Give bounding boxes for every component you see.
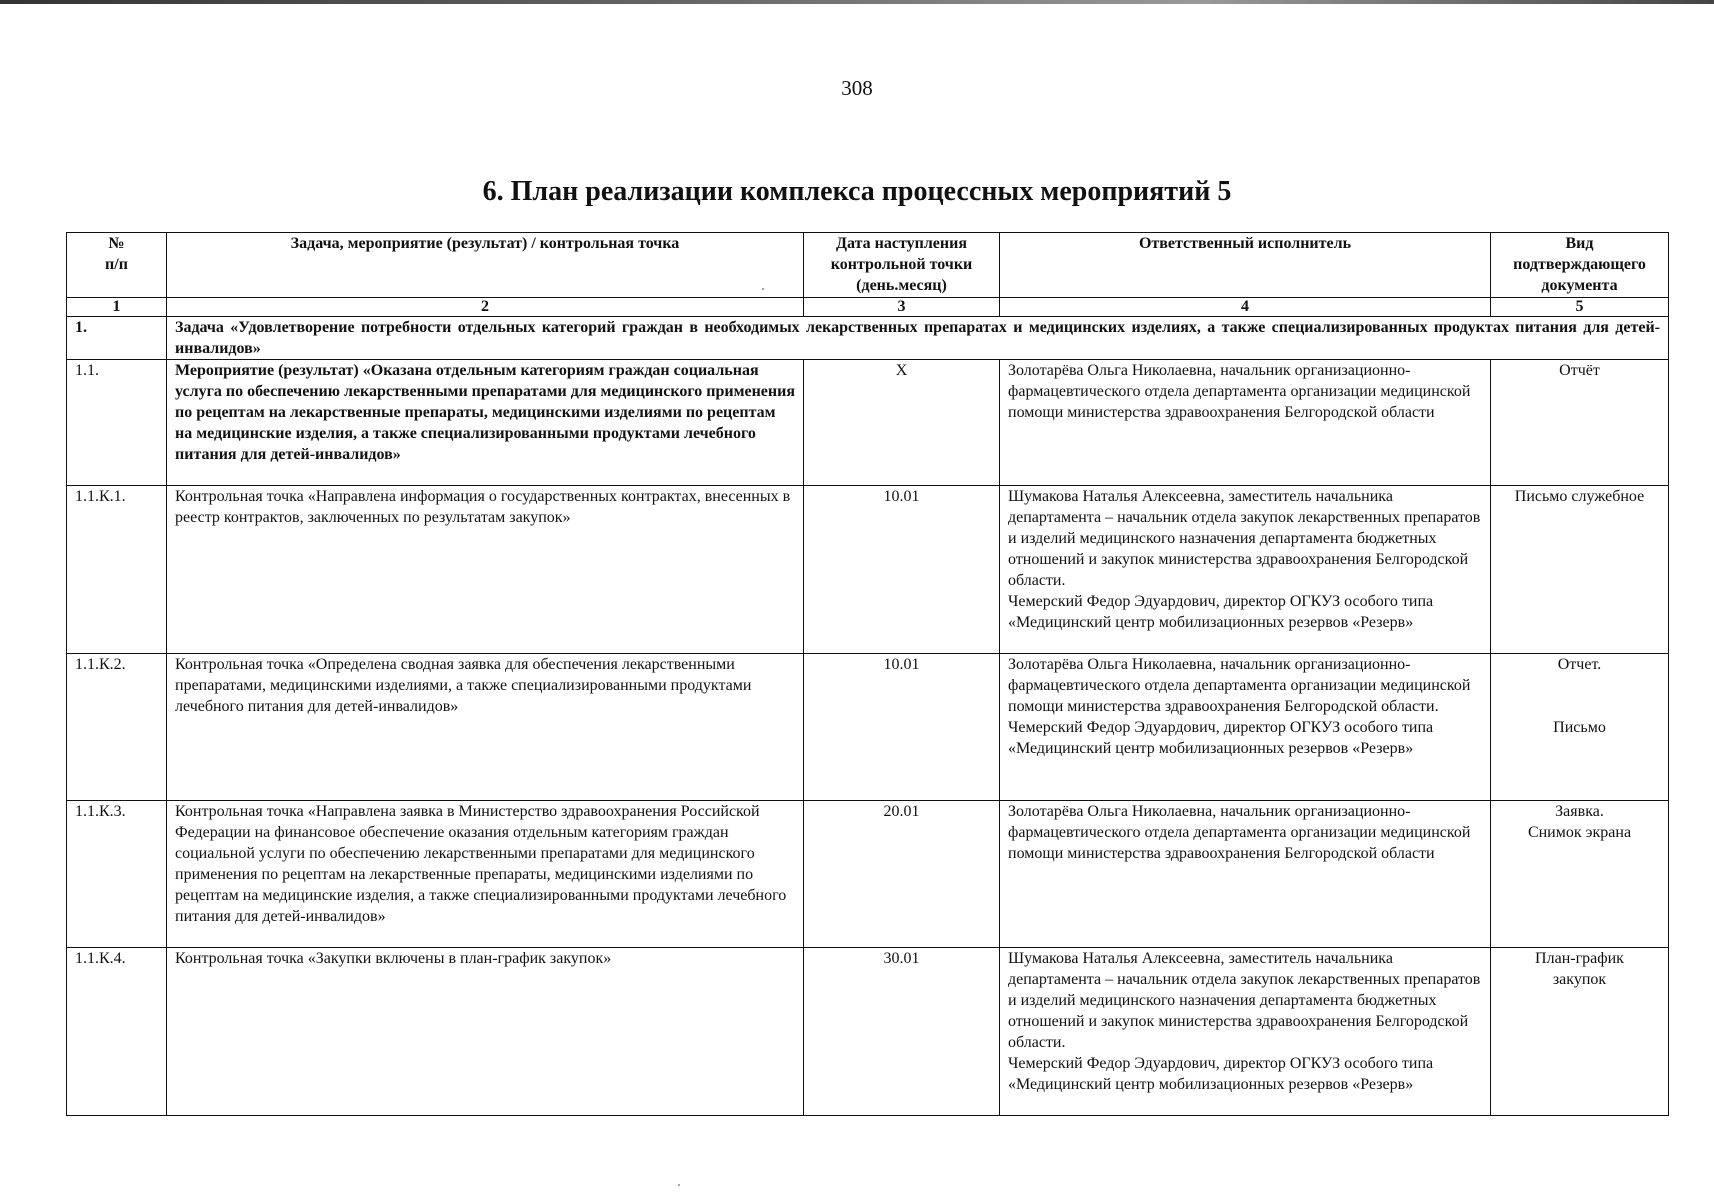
row-num: 1.1.К.3. (67, 801, 167, 948)
task-num: 1. (67, 317, 167, 360)
header-document-label: Вид подтверждающего документа (1513, 235, 1646, 294)
row-date: 30.01 (804, 948, 1000, 1116)
row-executor: Шумакова Наталья Алексеевна, заместитель начальника департамента – начальник отдела закупок лекарственных препаратов и изделий медицинского назначения департамента бюджетных отношений и закупок министерства здравоохранения Белгородской области. Чемерский Федор Эдуардович, директор ОГКУЗ особого типа «Медицинский центр мобилизационных резервов «Резерв» (1000, 486, 1491, 654)
row-document: Заявка. Снимок экрана (1491, 801, 1669, 948)
page-title: 6. План реализации комплекса процессных мероприятий 5 (482, 176, 1232, 207)
row-num: 1.1.К.1. (67, 486, 167, 654)
scan-edge (0, 0, 1714, 4)
row-date: 20.01 (804, 801, 1000, 948)
scan-speck (678, 1184, 680, 1186)
header-date (804, 233, 1000, 298)
column-number: 1 (67, 298, 167, 317)
row-document: Отчёт (1491, 360, 1669, 486)
header-num (67, 233, 167, 298)
table-row (67, 360, 1669, 486)
task-row (67, 317, 1669, 360)
column-number: 4 (1000, 298, 1491, 317)
header-executor-label: Ответственный исполнитель (1138, 235, 1352, 252)
row-num: 1.1.К.4. (67, 948, 167, 1116)
header-task (167, 233, 804, 298)
row-executor: Золотарёва Ольга Николаевна, начальник организационно-фармацевтического отдела департамента организации медицинской помощи министерства здравоохранения Белгородской области (1000, 360, 1491, 486)
header-executor (1000, 233, 1491, 298)
task-text: Задача «Удовлетворение потребности отдельных категорий граждан в необходимых лекарственных препаратах и медицинских изделиях, а также специализированных продуктах питания для детей-инвалидов» (167, 317, 1669, 360)
row-text: Контрольная точка «Определена сводная заявка для обеспечения лекарственными препаратами, медицинскими изделиями, а также специализированными продуктами лечебного питания для детей-инвалидов» (167, 654, 804, 801)
row-date: 10.01 (804, 486, 1000, 654)
row-executor: Шумакова Наталья Алексеевна, заместитель начальника департамента – начальник отдела закупок лекарственных препаратов и изделий медицинского назначения департамента бюджетных отношений и закупок министерства здравоохранения Белгородской области. Чемерский Федор Эдуардович, директор ОГКУЗ особого типа «Медицинский центр мобилизационных резервов «Резерв» (1000, 948, 1491, 1116)
row-num: 1.1.К.2. (67, 654, 167, 801)
scan-speck (762, 288, 764, 290)
table-row (67, 801, 1669, 948)
row-text: Контрольная точка «Направлена заявка в Министерство здравоохранения Российской Федерации на финансовое обеспечение оказания отдельным категориям граждан социальной услуги по обеспечению лекарственными препаратами для медицинского применения по рецептам на лекарственные препараты, медицинскими изделиями по рецептам на медицинские изделия, а также специализированными продуктами лечебного питания для детей-инвалидов» (167, 801, 804, 948)
page-number: 308 (841, 76, 873, 100)
row-document: Письмо служебное (1491, 486, 1669, 654)
plan-table (66, 232, 1669, 1116)
header-task-label: Задача, мероприятие (результат) / контрольная точка (290, 235, 680, 252)
table-row (67, 654, 1669, 801)
row-document-cell (1491, 654, 1669, 801)
header-date-label: Дата наступления контрольной точки (день.месяц) (830, 235, 973, 294)
row-executor: Золотарёва Ольга Николаевна, начальник организационно-фармацевтического отдела департамента организации медицинской помощи министерства здравоохранения Белгородской области. Чемерский Федор Эдуардович, директор ОГКУЗ особого типа «Медицинский центр мобилизационных резервов «Резерв» (1000, 654, 1491, 801)
column-number-row (67, 298, 1669, 317)
header-num-label: № п/п (105, 235, 128, 273)
row-text: Контрольная точка «Закупки включены в план-график закупок» (167, 948, 804, 1116)
row-date: 10.01 (804, 654, 1000, 801)
row-text: Контрольная точка «Направлена информация о государственных контрактах, внесенных в реестр контрактов, заключенных по результатам закупок» (167, 486, 804, 654)
row-num: 1.1. (67, 360, 167, 486)
table-row (67, 948, 1669, 1116)
column-number: 3 (804, 298, 1000, 317)
row-document-2: Письмо (1553, 719, 1606, 736)
row-executor: Золотарёва Ольга Николаевна, начальник организационно-фармацевтического отдела департамента организации медицинской помощи министерства здравоохранения Белгородской области (1000, 801, 1491, 948)
header-document (1491, 233, 1669, 298)
row-date: Х (804, 360, 1000, 486)
row-document: Отчет. (1557, 656, 1602, 673)
column-number: 2 (167, 298, 804, 317)
row-document: План-график закупок (1491, 948, 1669, 1116)
column-number: 5 (1491, 298, 1669, 317)
row-text: Мероприятие (результат) «Оказана отдельным категориям граждан социальная услуга по обеспечению лекарственными препаратами для медицинского применения по рецептам на лекарственные препараты, медицинскими изделиями по рецептам на медицинские изделия, а также специализированными продуктами лечебного питания для детей-инвалидов» (167, 360, 804, 486)
header-row (67, 233, 1669, 298)
table-row (67, 486, 1669, 654)
